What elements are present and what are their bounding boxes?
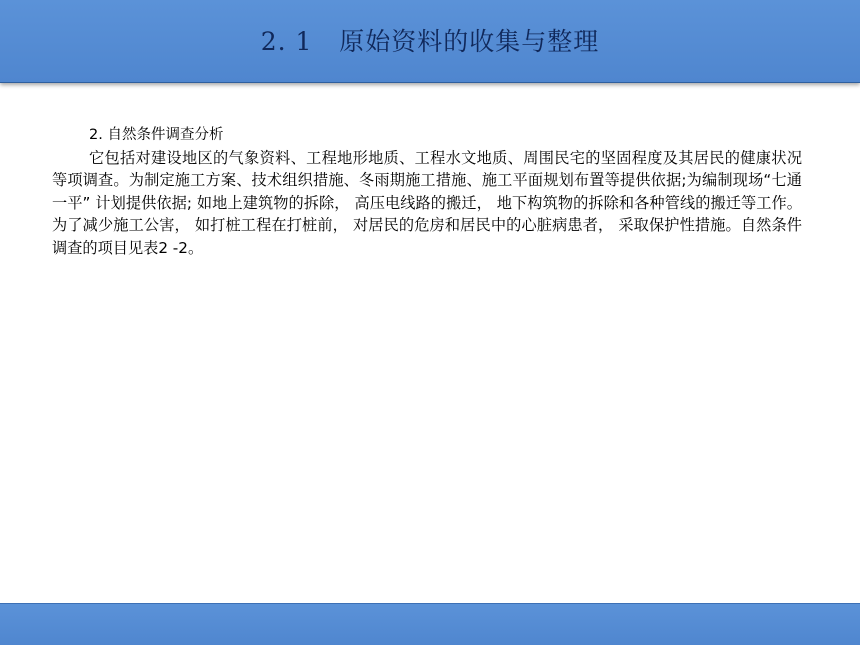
footer-bar [0, 603, 860, 645]
section-heading: 2. 自然条件调查分析 [89, 127, 224, 143]
content-area [52, 124, 802, 259]
header-bar [0, 0, 860, 83]
page-title: 2. 1 原始资料的收集与整理 [260, 27, 600, 56]
body-paragraph: 它包括对建设地区的气象资料、工程地形地质、工程水文地质、周围民宅的坚固程度及其居民的健康状况等项调查。为制定施工方案、技术组织措施、冬雨期施工措施、施工平面规划布置等提供依据;为编制现场“七通一平” 计划提供依据; 如地上建筑物的拆除， 高压电线路的搬迁， 地下构筑物的拆除和各种管线的搬迁等工作。为了减少施工公害， 如打桩工程在打桩前， 对居民的危房和居民中的心脏病患者， 采取保护性措施。自然条件调查的项目见表2 -2。 [52, 148, 802, 257]
